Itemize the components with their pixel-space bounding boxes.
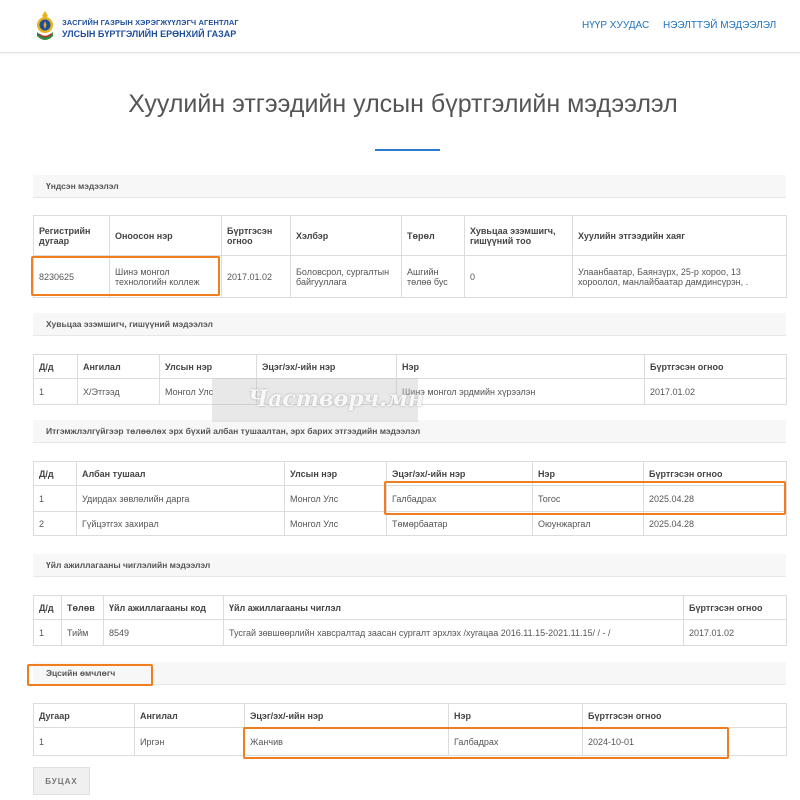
table-row bbox=[34, 728, 787, 756]
col-header: Хэлбэр bbox=[291, 216, 402, 256]
officers-table bbox=[33, 461, 787, 536]
col-header: Эцэг/эх/-ийн нэр bbox=[387, 462, 533, 486]
cell: 2025.04.28 bbox=[644, 486, 787, 512]
cell: Жанчив bbox=[245, 728, 449, 756]
col-header: Д/д bbox=[34, 355, 78, 379]
owners-table bbox=[33, 703, 787, 756]
cell: Тийм bbox=[62, 620, 104, 646]
basic-info-table bbox=[33, 215, 787, 298]
col-header: Д/д bbox=[34, 462, 77, 486]
table-header-row bbox=[34, 704, 787, 728]
col-header: Үйл ажиллагааны чиглэл bbox=[224, 596, 684, 620]
col-header: Регистрийн дугаар bbox=[34, 216, 110, 256]
col-header: Улсын нэр bbox=[160, 355, 257, 379]
col-header: Оноосон нэр bbox=[110, 216, 222, 256]
cell: 2025.04.28 bbox=[644, 512, 787, 536]
cell: 8230625 bbox=[34, 256, 110, 298]
watermark-text: Частвөрч.мн bbox=[248, 386, 424, 412]
state-emblem-logo[interactable] bbox=[34, 10, 56, 44]
col-header: Эцэг/эх/-ийн нэр bbox=[245, 704, 449, 728]
col-header: Бүртгэсэн огноо bbox=[583, 704, 787, 728]
table-row bbox=[34, 512, 787, 536]
cell: 8549 bbox=[104, 620, 224, 646]
col-header: Төлөв bbox=[62, 596, 104, 620]
col-header: Төрөл bbox=[402, 216, 465, 256]
col-header: Бүртгэсэн огноо bbox=[645, 355, 787, 379]
cell: Ашгийн төлөө бус bbox=[402, 256, 465, 298]
table-row bbox=[34, 256, 787, 298]
table-header-row bbox=[34, 462, 787, 486]
title-underline bbox=[375, 149, 440, 151]
col-header: Үйл ажиллагааны код bbox=[104, 596, 224, 620]
cell: Галбадрах bbox=[387, 486, 533, 512]
watermark-logo bbox=[212, 378, 424, 422]
table-row bbox=[34, 486, 787, 512]
cell: Удирдах зөвлөлийн дарга bbox=[77, 486, 285, 512]
cell: 2017.01.02 bbox=[684, 620, 787, 646]
cell: Монгол Улс bbox=[285, 486, 387, 512]
nav-home-link[interactable]: НҮҮР ХУУДАС bbox=[582, 20, 650, 31]
col-header: Бүртгэсэн огноо bbox=[684, 596, 787, 620]
cell: 2024-10-01 bbox=[583, 728, 787, 756]
section-owners-heading bbox=[33, 662, 786, 685]
cell: Төмөрбаатар bbox=[387, 512, 533, 536]
section-title: Эцсийн өмчлөгч bbox=[46, 668, 116, 678]
cell: Х/Этгээд bbox=[78, 379, 160, 405]
cell: Монгол Улс bbox=[160, 379, 257, 405]
section-title: Хувьцаа эзэмшигч, гишүүний мэдээлэл bbox=[46, 319, 213, 329]
table-header-row bbox=[34, 596, 787, 620]
col-header: Албан тушаал bbox=[77, 462, 285, 486]
cell: 1 bbox=[34, 728, 135, 756]
col-header: Эцэг/эх/-ийн нэр bbox=[257, 355, 397, 379]
cell: Улаанбаатар, Баянзүрх, 25-р хороо, 13 хороолол, манлайбаатар дамдинсүрэн, . bbox=[573, 256, 787, 298]
section-activities-heading bbox=[33, 554, 786, 577]
cell: 0 bbox=[465, 256, 573, 298]
cell: Иргэн bbox=[135, 728, 245, 756]
cell: Галбадрах bbox=[449, 728, 583, 756]
cell: Боловсрол, сургалтын байгууллага bbox=[291, 256, 402, 298]
page-title: Хуулийн этгээдийн улсын бүртгэлийн мэдээлэл bbox=[128, 90, 678, 118]
back-button[interactable]: БУЦАХ bbox=[33, 767, 90, 795]
agency-subtitle: ЗАСГИЙН ГАЗРЫН ХЭРЭГЖҮҮЛЭГЧ АГЕНТЛАГ bbox=[62, 18, 239, 27]
col-header: Хувьцаа эзэмшигч, гишүүний тоо bbox=[465, 216, 573, 256]
cell: 1 bbox=[34, 379, 78, 405]
activities-table bbox=[33, 595, 787, 646]
section-officers-heading bbox=[33, 420, 786, 443]
cell: 1 bbox=[34, 620, 62, 646]
cell: Шинэ монгол эрдмийн хүрээлэн bbox=[397, 379, 645, 405]
cell: Оюунжаргал bbox=[533, 512, 644, 536]
section-basic-info-heading bbox=[33, 175, 786, 198]
section-title: Үйл ажиллагааны чиглэлийн мэдээлэл bbox=[46, 560, 211, 570]
section-title: Үндсэн мэдээлэл bbox=[46, 181, 119, 191]
top-navbar bbox=[0, 0, 800, 53]
table-row bbox=[34, 620, 787, 646]
section-title: Итгэмжлэлгүйгээр төлөөлөх эрх бүхий албан тушаалтан, эрх барих этгээдийн мэдээлэл bbox=[46, 426, 421, 436]
col-header: Нэр bbox=[397, 355, 645, 379]
col-header: Ангилал bbox=[78, 355, 160, 379]
cell: Гүйцэтгэх захирал bbox=[77, 512, 285, 536]
cell: Шинэ монгол технологийн коллеж bbox=[110, 256, 222, 298]
cell: 2 bbox=[34, 512, 77, 536]
col-header: Бүртгэсэн огноо bbox=[644, 462, 787, 486]
cell: Тусгай зөвшөөрлийн хавсралтад заасан сургалт эрхлэх /хугацаа 2016.11.15-2021.11.15/ / - / bbox=[224, 620, 684, 646]
cell: 2017.01.02 bbox=[222, 256, 291, 298]
nav-open-data-link[interactable]: НЭЭЛТТЭЙ МЭДЭЭЛЭЛ bbox=[663, 20, 777, 31]
cell: Монгол Улс bbox=[285, 512, 387, 536]
table-header-row bbox=[34, 355, 787, 379]
agency-name: УЛСЫН БҮРТГЭЛИЙН ЕРӨНХИЙ ГАЗАР bbox=[62, 29, 237, 39]
col-header: Улсын нэр bbox=[285, 462, 387, 486]
col-header: Дугаар bbox=[34, 704, 135, 728]
col-header: Нэр bbox=[449, 704, 583, 728]
cell: Тогос bbox=[533, 486, 644, 512]
col-header: Д/д bbox=[34, 596, 62, 620]
col-header: Ангилал bbox=[135, 704, 245, 728]
table-header-row bbox=[34, 216, 787, 256]
cell: 2017.01.02 bbox=[645, 379, 787, 405]
cell: 1 bbox=[34, 486, 77, 512]
section-shareholders-heading bbox=[33, 313, 786, 336]
col-header: Хуулийн этгээдийн хаяг bbox=[573, 216, 787, 256]
col-header: Нэр bbox=[533, 462, 644, 486]
col-header: Бүртгэсэн огноо bbox=[222, 216, 291, 256]
